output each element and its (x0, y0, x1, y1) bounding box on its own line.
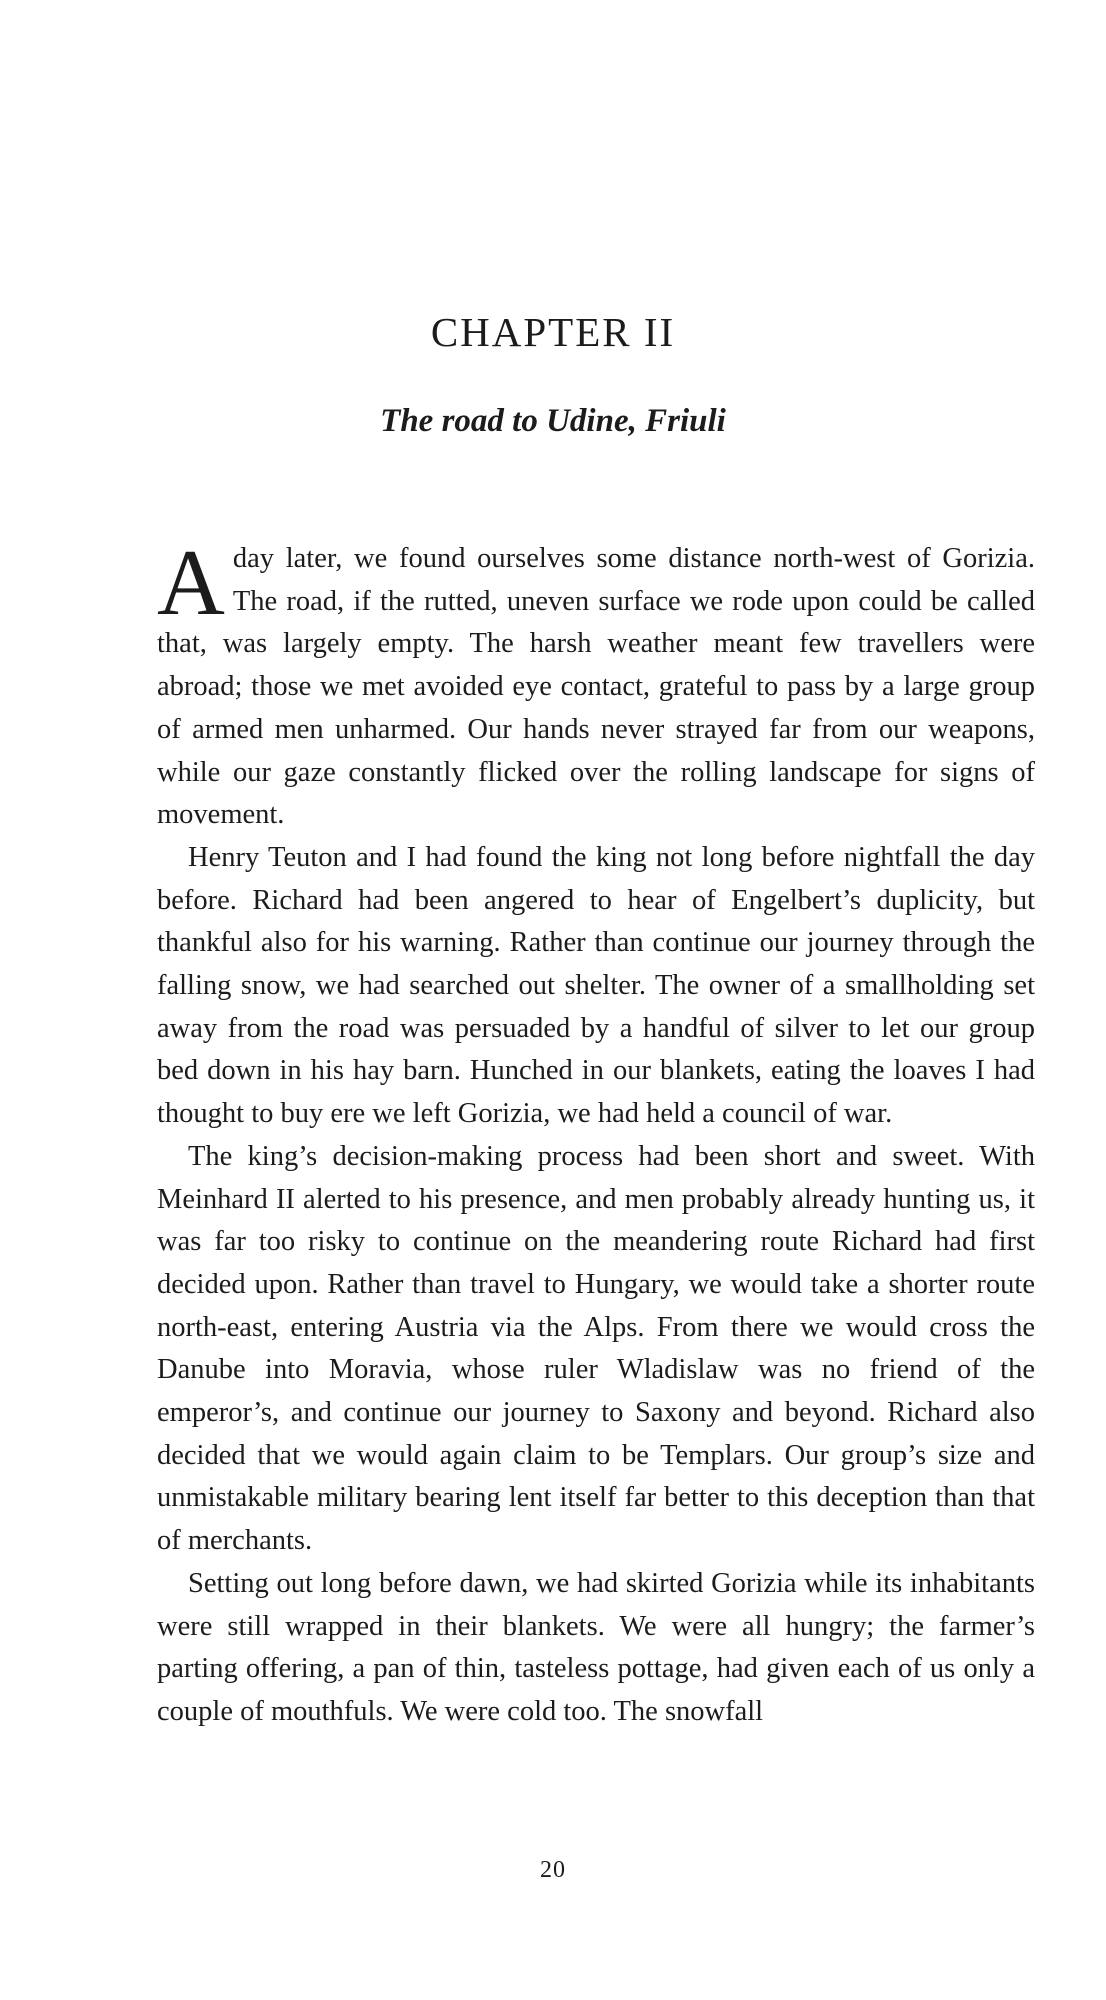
paragraph: Henry Teuton and I had found the king not long before nightfall the day before. Richard had been angered to hear of Engelbert’s duplicity, but thankful also for his warning. Rather than continue our journey through the falling snow, we had searched out shelter. The owner of a smallholding set away from the road was persuaded by a handful of silver to let our group bed down in his hay barn. Hunched in our blankets, eating the loaves I had thought to buy ere we left Gorizia, we had held a council of war. (157, 841, 1035, 1130)
chapter-subtitle: The road to Udine, Friuli (380, 403, 726, 439)
paragraph (157, 531, 1035, 837)
drop-cap: A (157, 531, 225, 635)
paragraph: The king’s decision-making process had been short and sweet. With Meinhard II alerted to his presence, and men probably already hunting us, it was far too risky to continue on the meandering route Richard had first decided upon. Rather than travel to Hungary, we would take a shorter route north-east, entering Austria via the Alps. From there we would cross the Danube into Moravia, whose ruler Wladislaw was no friend of the emperor’s, and continue our journey to Saxony and beyond. Richard also decided that we would again claim to be Templars. Our group’s size and unmistakable military bearing lent itself far better to this deception than that of merchants. (157, 1140, 1035, 1557)
page-number: 20 (540, 1857, 566, 1883)
chapter-title: CHAPTER II (430, 309, 676, 355)
body-text (157, 531, 1035, 1734)
paragraph-text: day later, we found ourselves some distance north-west of Gorizia. The road, if the rutted, uneven surface we rode upon could be called that, was largely empty. The harsh weather meant few travellers were abroad; those we met avoided eye contact, grateful to pass by a large group of armed men unharmed. Our hands never strayed far from our weapons, while our gaze constantly flicked over the rolling landscape for signs of movement. (157, 543, 1035, 831)
paragraph: Setting out long before dawn, we had skirted Gorizia while its inhabitants were still wrapped in their blankets. We were all hungry; the farmer’s parting offering, a pan of thin, tasteless pottage, had given each of us only a couple of mouthfuls. We were cold too. The snowfall (157, 1567, 1035, 1727)
